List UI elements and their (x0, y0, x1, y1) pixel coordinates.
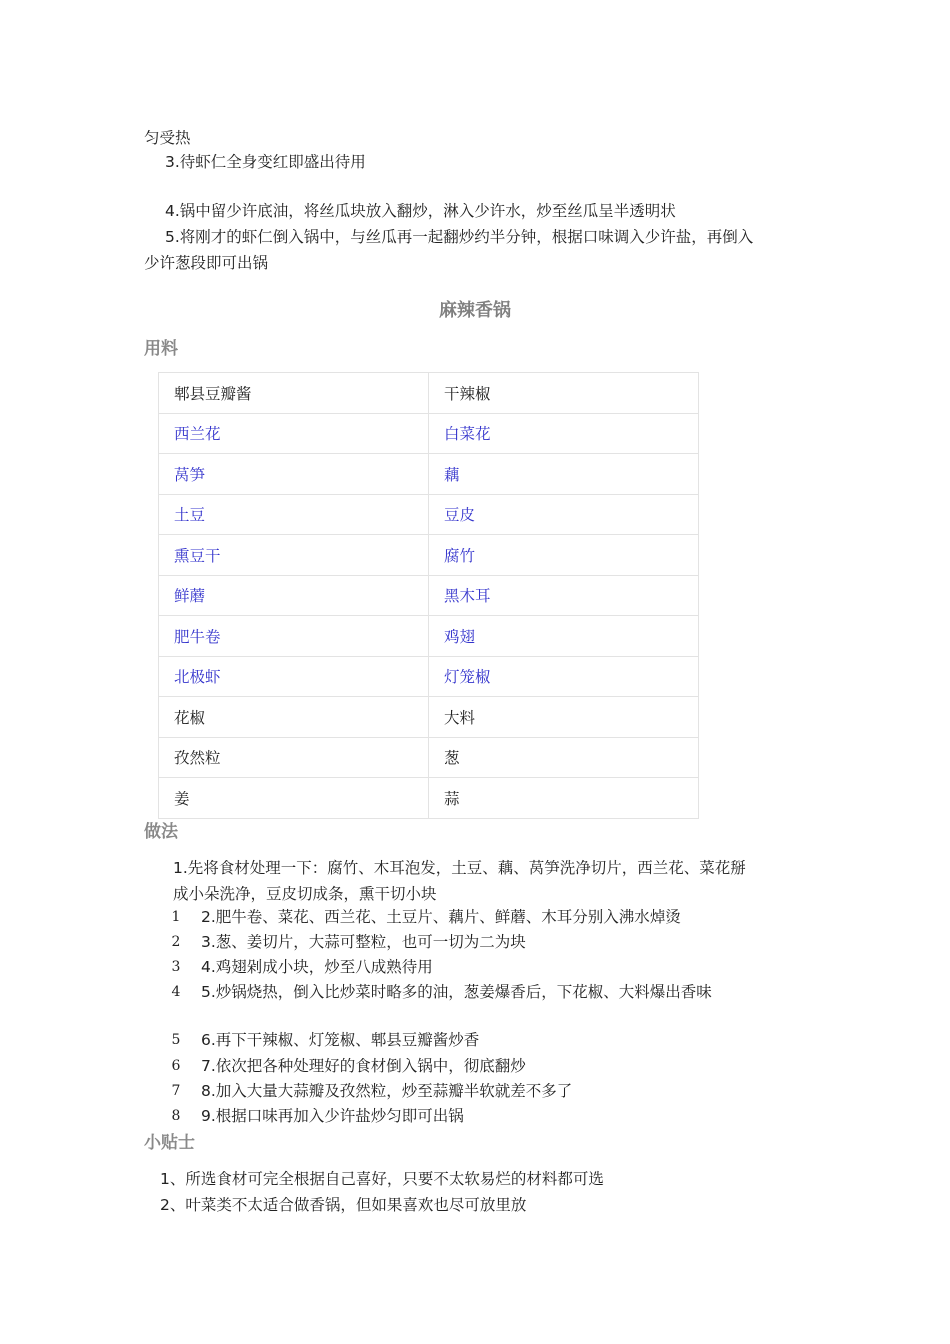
method-step-number: 6. (201, 1031, 216, 1049)
ingredient-cell: 干辣椒 (429, 373, 699, 414)
ingredient-row (159, 373, 699, 414)
method-step (201, 981, 712, 1003)
method-line-number: 6 (171, 1058, 181, 1074)
method-step (201, 1029, 479, 1051)
method-line-number: 3 (171, 959, 181, 975)
ingredient-row (159, 778, 699, 819)
ingredient-link[interactable]: 鸡翅 (429, 616, 699, 657)
method-step-text: 依次把各种处理好的食材倒入锅中，彻底翻炒 (215, 1057, 526, 1075)
method-step-number: 3. (201, 933, 216, 951)
tip-item (160, 1168, 604, 1190)
ingredient-link[interactable]: 藕 (429, 454, 699, 495)
tip-number: 1 (160, 1170, 170, 1188)
method-step-1: 1.先将食材处理一下：腐竹、木耳泡发，土豆、藕、莴笋洗净切片，西兰花、菜花掰 (173, 859, 746, 877)
ingredient-link[interactable]: 北极虾 (159, 656, 429, 697)
ingredient-link[interactable]: 熏豆干 (159, 535, 429, 576)
method-step-number: 7. (201, 1057, 216, 1075)
method-step (201, 931, 526, 953)
ingredient-link[interactable]: 黑木耳 (429, 575, 699, 616)
method-heading: 做法 (144, 822, 178, 842)
method-step-text: 再下干辣椒、灯笼椒、郫县豆瓣酱炒香 (215, 1031, 480, 1049)
ingredient-row (159, 697, 699, 738)
ingredients-table (158, 372, 699, 819)
ingredient-link[interactable]: 土豆 (159, 494, 429, 535)
method-step (201, 1055, 526, 1077)
ingredient-link[interactable]: 肥牛卷 (159, 616, 429, 657)
ingredient-link[interactable]: 莴笋 (159, 454, 429, 495)
tip-text: 、所选食材可完全根据自己喜好，只要不太软易烂的材料都可选 (169, 1170, 604, 1188)
method-step-1-continuation: 成小朵洗净，豆皮切成条，熏干切小块 (173, 885, 437, 903)
tip-item (160, 1194, 526, 1216)
method-line-number: 1 (171, 909, 181, 925)
ingredient-link[interactable]: 白菜花 (429, 413, 699, 454)
ingredient-row (159, 616, 699, 657)
intro-line-continuation: 匀受热 (144, 129, 191, 147)
method-line-number: 2 (171, 934, 181, 950)
method-line-number: 4 (171, 984, 181, 1000)
ingredient-row (159, 454, 699, 495)
method-step-text: 加入大量大蒜瓣及孜然粒，炒至蒜瓣半软就差不多了 (215, 1082, 573, 1100)
method-step-number: 5. (201, 983, 216, 1001)
method-line-number: 7 (171, 1083, 181, 1099)
method-step-text: 肥牛卷、菜花、西兰花、土豆片、藕片、鲜蘑、木耳分别入沸水焯烫 (215, 908, 681, 926)
intro-step-5-continuation: 少许葱段即可出锅 (144, 254, 269, 272)
ingredient-row (159, 737, 699, 778)
method-step (201, 1105, 464, 1127)
ingredients-heading: 用料 (144, 339, 178, 359)
ingredient-link[interactable]: 灯笼椒 (429, 656, 699, 697)
ingredient-row (159, 494, 699, 535)
intro-step-3: 3.待虾仁全身变红即盛出待用 (165, 153, 366, 171)
tip-number: 2 (160, 1196, 170, 1214)
ingredient-row (159, 656, 699, 697)
tips-heading: 小贴士 (144, 1133, 195, 1153)
ingredient-link[interactable]: 西兰花 (159, 413, 429, 454)
ingredient-cell: 姜 (159, 778, 429, 819)
ingredient-link[interactable]: 豆皮 (429, 494, 699, 535)
method-step-number: 8. (201, 1082, 216, 1100)
ingredient-link[interactable]: 鲜蘑 (159, 575, 429, 616)
ingredient-cell: 葱 (429, 737, 699, 778)
ingredient-cell: 蒜 (429, 778, 699, 819)
method-step (201, 1080, 572, 1102)
method-step (201, 906, 681, 928)
ingredient-cell: 孜然粒 (159, 737, 429, 778)
method-step (201, 956, 433, 978)
method-step-text: 炒锅烧热，倒入比炒菜时略多的油，葱姜爆香后，下花椒、大料爆出香味 (215, 983, 712, 1001)
intro-step-4: 4.锅中留少许底油，将丝瓜块放入翻炒，淋入少许水，炒至丝瓜呈半透明状 (165, 202, 676, 220)
ingredient-link[interactable]: 腐竹 (429, 535, 699, 576)
method-step-text: 葱、姜切片，大蒜可整粒，也可一切为二为块 (215, 933, 526, 951)
ingredient-cell: 大料 (429, 697, 699, 738)
method-step-number: 2. (201, 908, 216, 926)
method-step-number: 9. (201, 1107, 216, 1125)
method-step-text: 鸡翅剁成小块，炒至八成熟待用 (215, 958, 433, 976)
ingredient-cell: 花椒 (159, 697, 429, 738)
method-line-number: 5 (171, 1032, 181, 1048)
ingredient-row (159, 575, 699, 616)
ingredient-row (159, 535, 699, 576)
method-line-number: 8 (171, 1108, 181, 1124)
method-step-text: 根据口味再加入少许盐炒匀即可出锅 (215, 1107, 464, 1125)
recipe-title: 麻辣香锅 (439, 300, 511, 321)
tip-text: 、叶菜类不太适合做香锅，但如果喜欢也尽可放里放 (169, 1196, 527, 1214)
ingredient-cell: 郫县豆瓣酱 (159, 373, 429, 414)
intro-step-5: 5.将刚才的虾仁倒入锅中，与丝瓜再一起翻炒约半分钟，根据口味调入少许盐，再倒入 (165, 228, 754, 246)
ingredient-row (159, 413, 699, 454)
method-step-number: 4. (201, 958, 216, 976)
